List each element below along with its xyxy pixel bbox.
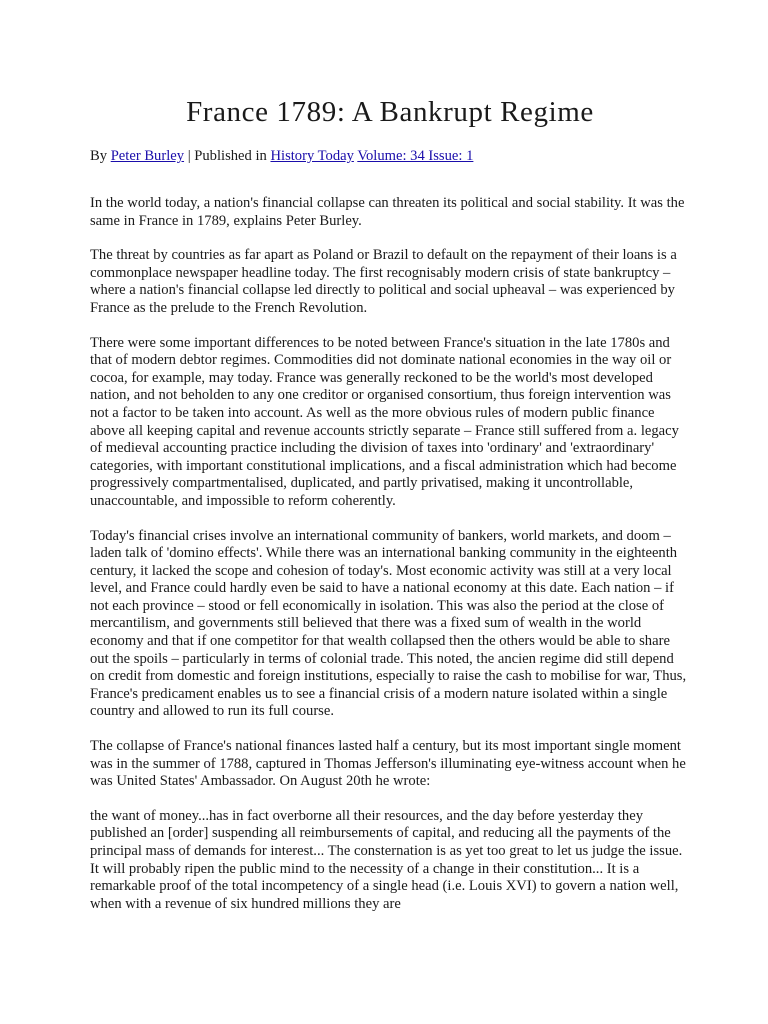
volume-issue-link[interactable]: Volume: 34 Issue: 1 <box>357 148 474 164</box>
paragraph-differences: There were some important differences to be noted between France's situation in the late 1780s and that of modern debtor regimes. Commodities did not dominate national economies in the way oil or cocoa, for example, may today. France was generally reckoned to be the world's most developed nation, and not beholden to any one creditor or organised consortium, thus foreign intervention was not a factor to be taken into account. As well as the more obvious rules of modern public finance above all keeping capital and revenue accounts strictly separate – France still suffered from a. legacy of medieval accounting practice including the division of taxes into 'ordinary' and 'extraordinary' categories, with important constitutional implications, and a fiscal administration which had become progressively compartmentalised, duplicated, and partly privatised, making it uncontrollable, unaccountable, and impossible to reform coherently. <box>90 334 679 509</box>
paragraph-collapse: The collapse of France's national finances lasted half a century, but its most important single moment was in the summer of 1788, captured in Thomas Jefferson's illuminating eye-witness account when he was United States' Ambassador. On August 20th he wrote: <box>90 738 686 790</box>
paragraph-threat: The threat by countries as far apart as Poland or Brazil to default on the repayment of their loans is a commonplace newspaper headline today. The first recognisably modern crisis of state bankruptcy – where a nation's financial collapse led directly to political and social upheaval – was experienced by France as the prelude to the French Revolution. <box>90 247 677 316</box>
byline-prefix: By <box>90 148 111 164</box>
article-title: France 1789: A Bankrupt Regime <box>186 96 594 128</box>
publication-link[interactable]: History Today <box>270 148 354 164</box>
article-body <box>90 195 690 913</box>
paragraph-jefferson-quote: the want of money...has in fact overborne all their resources, and the day before yesterday they published an [order] suspending all reimbursements of capital, and reducing all the payments of the principal mass of demands for interest... The consternation is as yet too great to let us judge the issue. It will probably ripen the public mind to the necessity of a change in their constitution... It is a remarkable proof of the total incompetency of a single head (i.e. Louis XVI) to govern a nation well, when with a revenue of six hundred millions they are <box>90 807 683 912</box>
byline <box>90 147 690 165</box>
author-link[interactable]: Peter Burley <box>110 148 185 164</box>
document-page <box>90 0 690 930</box>
byline-separator: | Published in <box>184 148 271 164</box>
paragraph-financial-crises: Today's financial crises involve an international community of bankers, world markets, and doom – laden talk of 'domino effects'. While there was an international banking community in the eighteenth century, it lacked the scope and cohesion of today's. Most economic activity was still at a very local level, and France could hardly even be said to have a national economy at this date. Each nation – if not each province – stood or fell economically in isolation. This was also the period at the close of mercantilism, and governments still believed that there was a fixed sum of wealth in the world economy and that if one competitor for that wealth collapsed then the others would be able to share out the spoils – particularly in terms of colonial trade. This noted, the ancien regime did still depend on credit from domestic and foreign institutions, especially to raise the cash to mobilise for war, Thus, France's predicament enables us to see a financial crisis of a modern nature isolated within a single country and allowed to run its full course. <box>90 527 687 720</box>
paragraph-intro: In the world today, a nation's financial collapse can threaten its political and social stability. It was the same in France in 1789, explains Peter Burley. <box>90 195 685 229</box>
